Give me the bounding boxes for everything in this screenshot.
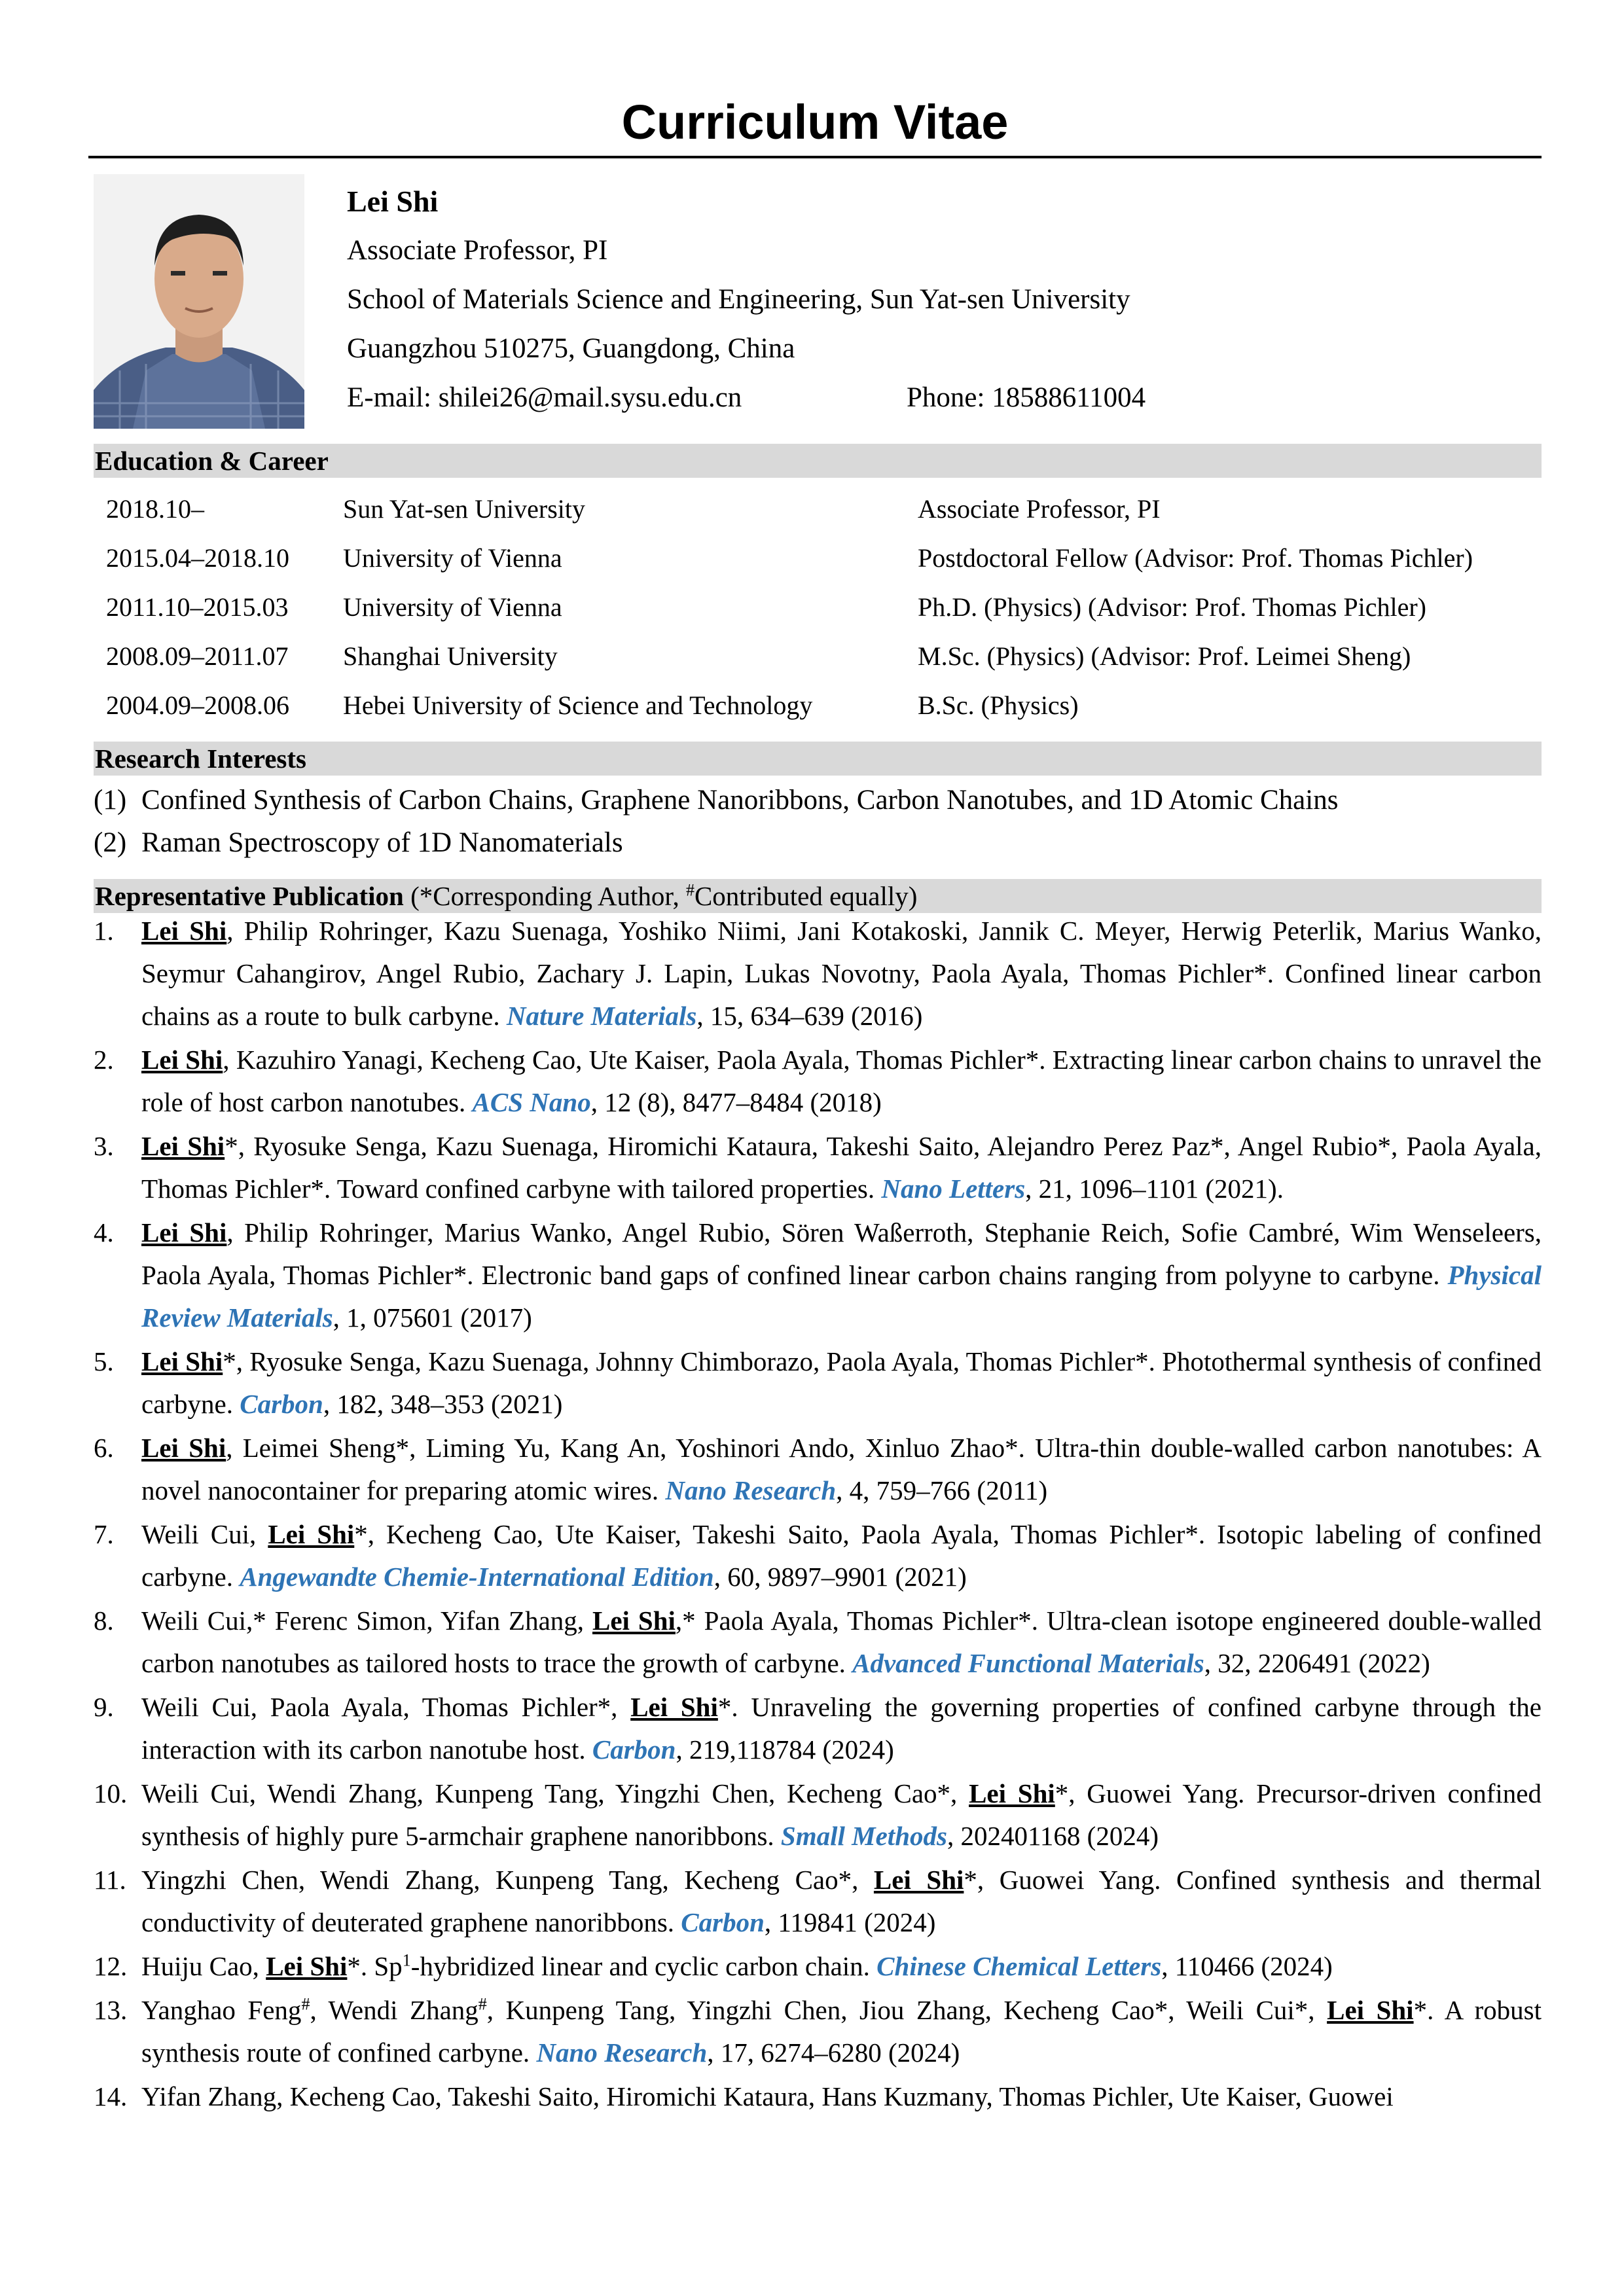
publication-text: , Kazuhiro Yanagi, Kecheng Cao, Ute Kaiser, Paola Ayala, Thomas Pichler*. Extracting linear carbon chains to unravel the role of host carbon nanotubes. xyxy=(141,1045,1542,1117)
publication-item xyxy=(94,1600,1542,1685)
publication-coauthors: Weili Cui, Wendi Zhang, Kunpeng Tang, Yingzhi Chen, Kecheng Cao*, xyxy=(141,1778,969,1808)
education-period: 2018.10– xyxy=(106,494,204,524)
education-row xyxy=(106,681,1546,730)
education-role: M.Sc. (Physics) (Advisor: Prof. Leimei Sheng) xyxy=(918,641,1411,671)
publication-journal: Nano Research xyxy=(536,2037,708,2068)
publication-number: 12. xyxy=(94,1951,128,1981)
publication-journal: Angewandte Chemie-International Edition xyxy=(240,1562,714,1592)
publication-item xyxy=(94,1945,1542,1988)
publication-text: -hybridized linear and cyclic carbon chain. xyxy=(410,1951,877,1981)
education-role: B.Sc. (Physics) xyxy=(918,691,1079,720)
publication-number: 6. xyxy=(94,1433,114,1463)
publication-item xyxy=(94,1340,1542,1426)
publication-text-a: *. Sp xyxy=(347,1951,403,1981)
publication-number: 9. xyxy=(94,1692,114,1722)
publication-coauthors: Weili Cui,* Ferenc Simon, Yifan Zhang, xyxy=(141,1605,593,1636)
publications-heading xyxy=(94,879,1542,913)
education-institution: Sun Yat-sen University xyxy=(343,494,586,524)
publication-number: 10. xyxy=(94,1778,128,1808)
publication-journal: Carbon xyxy=(240,1389,323,1419)
publication-journal: Small Methods xyxy=(780,1821,947,1851)
publication-author-self: Lei Shi xyxy=(592,1605,676,1636)
publication-text: *, Ryosuke Senga, Kazu Suenaga, Johnny Chimborazo, Paola Ayala, Thomas Pichler*. Photothermal synthesis of confined carbyne. xyxy=(141,1346,1542,1419)
research-item-text: Confined Synthesis of Carbon Chains, Graphene Nanoribbons, Carbon Nanotubes, and 1D Atomic Chains xyxy=(141,785,1339,816)
publication-author-self: Lei Shi xyxy=(141,1131,225,1161)
publications-heading-text: Representative Publication xyxy=(95,881,404,911)
publication-citation: , 110466 (2024) xyxy=(1161,1951,1333,1981)
education-heading-text: Education & Career xyxy=(95,446,329,476)
publication-text: *, Guowei Yang. Confined synthesis and thermal conductivity of deuterated graphene nanoribbons. xyxy=(141,1865,1542,1937)
publication-journal: Advanced Functional Materials xyxy=(852,1648,1204,1678)
publication-number: 13. xyxy=(94,1995,128,2025)
publication-number: 7. xyxy=(94,1519,114,1549)
publication-item xyxy=(94,2075,1542,2118)
education-period: 2004.09–2008.06 xyxy=(106,691,289,720)
profile-name: Lei Shi xyxy=(347,185,439,218)
publication-author-self: Lei Shi xyxy=(1327,1995,1414,2025)
education-institution: Hebei University of Science and Technology xyxy=(343,691,813,720)
publication-citation: , 119841 (2024) xyxy=(764,1907,936,1937)
education-row xyxy=(106,583,1546,632)
profile-info xyxy=(347,177,1146,422)
publication-author-self: Lei Shi xyxy=(268,1519,355,1549)
publication-journal: Carbon xyxy=(681,1907,765,1937)
publication-coauthors: Huiju Cao, xyxy=(141,1951,266,1981)
profile-phone: Phone: 18588611004 xyxy=(907,382,1146,413)
research-item-number: (1) xyxy=(94,785,127,816)
publication-journal: Carbon xyxy=(592,1734,676,1765)
publication-text: , Philip Rohringer, Kazu Suenaga, Yoshiko Niimi, Jani Kotakoski, Jannik C. Meyer, Herwig Peterlik, Marius Wanko, Seymur Cahangirov, Angel Rubio, Zachary J. Lapin, Lukas Novotny, Paola Ayala, Thomas Pichler*. Confined linear carbon chains as a route to bulk carbyne. xyxy=(141,916,1542,1031)
portrait-photo xyxy=(94,174,304,429)
profile-position: Associate Professor, PI xyxy=(347,235,608,266)
research-item xyxy=(94,779,1338,821)
publication-citation: , 202401168 (2024) xyxy=(947,1821,1159,1851)
education-role: Associate Professor, PI xyxy=(918,494,1161,524)
publication-journal: ACS Nano xyxy=(472,1087,591,1117)
publication-number: 4. xyxy=(94,1217,114,1247)
publication-superscript-a: # xyxy=(301,1994,310,2014)
research-item-number: (2) xyxy=(94,827,127,858)
publication-number: 5. xyxy=(94,1346,114,1376)
research-item-text: Raman Spectroscopy of 1D Nanomaterials xyxy=(141,827,623,858)
education-period: 2011.10–2015.03 xyxy=(106,592,289,622)
education-heading xyxy=(94,444,1542,478)
publication-number: 14. xyxy=(94,2081,128,2111)
title-divider xyxy=(88,156,1542,158)
publication-text: , Philip Rohringer, Marius Wanko, Angel Rubio, Sören Waßerroth, Stephanie Reich, Sofie Cambré, Wim Wenseleers, Paola Ayala, Thomas Pichler*. Electronic band gaps of confined linear carbon chains ranging from polyyne to carbyne. xyxy=(141,1217,1542,1290)
education-institution: University of Vienna xyxy=(343,592,562,622)
publication-item xyxy=(94,1686,1542,1771)
research-item xyxy=(94,821,623,864)
publication-superscript-b: # xyxy=(478,1994,487,2014)
publication-coauthors: Weili Cui, Paola Ayala, Thomas Pichler*, xyxy=(141,1692,631,1722)
publication-citation: , 4, 759–766 (2011) xyxy=(836,1475,1048,1505)
profile-contact xyxy=(347,373,1146,422)
publication-coauthors: Yifan Zhang, Kecheng Cao, Takeshi Saito, Hiromichi Kataura, Hans Kuzmany, Thomas Pichler, Ute Kaiser, Guowei xyxy=(141,2081,1394,2111)
publication-number: 3. xyxy=(94,1131,114,1161)
publication-list xyxy=(94,910,1542,2119)
publication-text: *, Ryosuke Senga, Kazu Suenaga, Hiromichi Kataura, Takeshi Saito, Alejandro Perez Paz*, Angel Rubio*, Paola Ayala, Thomas Pichler*. Toward confined carbyne with tailored properties. xyxy=(141,1131,1542,1204)
page-title: Curriculum Vitae xyxy=(621,95,1009,149)
publication-citation: , 182, 348–353 (2021) xyxy=(323,1389,563,1419)
publication-citation: , 21, 1096–1101 (2021). xyxy=(1025,1174,1284,1204)
publication-text: ,* Paola Ayala, Thomas Pichler*. Ultra-clean isotope engineered double-walled carbon nanotubes as tailored hosts to trace the growth of carbyne. xyxy=(141,1605,1542,1678)
education-institution: Shanghai University xyxy=(343,641,558,671)
publication-item xyxy=(94,1039,1542,1124)
education-period: 2008.09–2011.07 xyxy=(106,641,289,671)
education-row xyxy=(106,632,1546,681)
publication-item xyxy=(94,1859,1542,1944)
publication-coauthors: , Kunpeng Tang, Yingzhi Chen, Jiou Zhang, Kecheng Cao*, Weili Cui*, xyxy=(486,1995,1327,2025)
education-row xyxy=(106,484,1546,533)
publication-author-self: Lei Shi xyxy=(266,1951,348,1981)
publication-author-self: Lei Shi xyxy=(969,1778,1055,1808)
publication-citation: , 1, 075601 (2017) xyxy=(333,1302,532,1333)
publication-item xyxy=(94,1989,1542,2074)
publication-author-self: Lei Shi xyxy=(630,1692,718,1722)
publication-author-self: Lei Shi xyxy=(141,916,227,946)
publication-citation: , 32, 2206491 (2022) xyxy=(1204,1648,1430,1678)
publication-coauthors: Weili Cui, xyxy=(141,1519,268,1549)
publications-note-pre: (*Corresponding Author, xyxy=(403,881,686,911)
publication-coauthor-a: Yanghao Feng xyxy=(141,1995,302,2025)
publication-citation: , 17, 6274–6280 (2024) xyxy=(707,2037,960,2068)
publication-text: *. A robust synthesis route of confined carbyne. xyxy=(141,1995,1542,2068)
education-row xyxy=(106,533,1546,583)
publication-journal: Nature Materials xyxy=(506,1001,697,1031)
publication-item xyxy=(94,1211,1542,1339)
publication-citation: , 60, 9897–9901 (2021) xyxy=(713,1562,967,1592)
publication-citation: , 12 (8), 8477–8484 (2018) xyxy=(590,1087,882,1117)
publication-number: 11. xyxy=(94,1865,126,1895)
research-heading xyxy=(94,742,1542,776)
education-period: 2015.04–2018.10 xyxy=(106,543,289,573)
profile-school: School of Materials Science and Engineering, Sun Yat-sen University xyxy=(347,284,1130,315)
publication-author-self: Lei Shi xyxy=(873,1865,964,1895)
education-role: Postdoctoral Fellow (Advisor: Prof. Thomas Pichler) xyxy=(918,543,1473,573)
publication-coauthor-b: , Wendi Zhang xyxy=(310,1995,478,2025)
education-role: Ph.D. (Physics) (Advisor: Prof. Thomas Pichler) xyxy=(918,592,1426,622)
publication-author-self: Lei Shi xyxy=(141,1045,223,1075)
publication-text: *. Unraveling the governing properties of confined carbyne through the interaction with its carbon nanotube host. xyxy=(141,1692,1542,1765)
publication-author-self: Lei Shi xyxy=(141,1346,223,1376)
publication-journal: Chinese Chemical Letters xyxy=(876,1951,1162,1981)
profile-address: Guangzhou 510275, Guangdong, China xyxy=(347,333,795,364)
education-institution: University of Vienna xyxy=(343,543,562,573)
publication-superscript: 1 xyxy=(402,1950,411,1970)
publication-text: *, Kecheng Cao, Ute Kaiser, Takeshi Saito, Paola Ayala, Thomas Pichler*. Isotopic labeling of confined carbyne. xyxy=(141,1519,1542,1592)
publication-item xyxy=(94,1772,1542,1857)
publication-journal: Nano Research xyxy=(665,1475,837,1505)
publication-item xyxy=(94,1125,1542,1210)
publication-journal: Physical Review Materials xyxy=(141,1260,1542,1333)
publication-number: 8. xyxy=(94,1605,114,1636)
research-heading-text: Research Interests xyxy=(95,744,306,774)
publication-author-self: Lei Shi xyxy=(141,1433,226,1463)
publication-citation: , 15, 634–639 (2016) xyxy=(696,1001,923,1031)
publications-note-post: Contributed equally) xyxy=(694,881,918,911)
publication-text: , Leimei Sheng*, Liming Yu, Kang An, Yoshinori Ando, Xinluo Zhao*. Ultra-thin double-walled carbon nanotubes: A novel nanocontainer for preparing atomic wires. xyxy=(141,1433,1542,1505)
publication-number: 2. xyxy=(94,1045,114,1075)
publications-note-sup: # xyxy=(685,880,695,900)
publication-journal: Nano Letters xyxy=(881,1174,1026,1204)
profile-email[interactable]: E-mail: shilei26@mail.sysu.edu.cn xyxy=(347,382,742,413)
publication-citation: , 219,118784 (2024) xyxy=(676,1734,894,1765)
publication-coauthors: Yingzhi Chen, Wendi Zhang, Kunpeng Tang, Kecheng Cao*, xyxy=(141,1865,874,1895)
publication-item xyxy=(94,1513,1542,1598)
publication-item xyxy=(94,1427,1542,1512)
publication-item xyxy=(94,910,1542,1037)
publication-author-self: Lei Shi xyxy=(141,1217,227,1247)
publication-text: *, Guowei Yang. Precursor-driven confined synthesis of highly pure 5-armchair graphene nanoribbons. xyxy=(141,1778,1542,1851)
publication-number: 1. xyxy=(94,916,114,946)
